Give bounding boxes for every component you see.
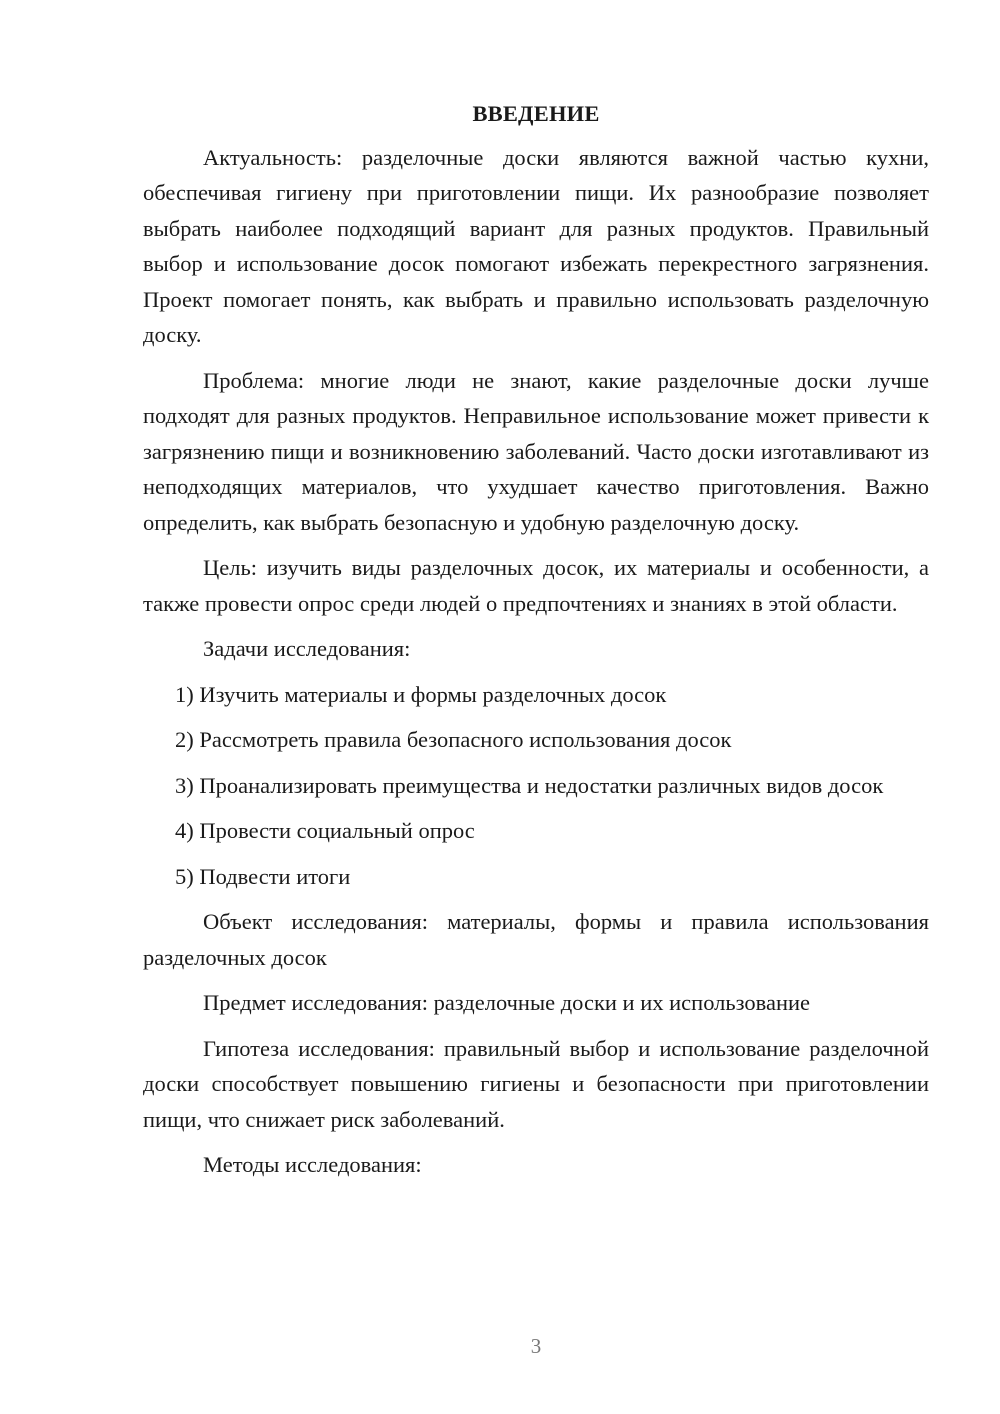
problem-paragraph: Проблема: многие люди не знают, какие разделочные доски лучше подходят для разных продуктов. Неправильное использование может привести к загрязнению пищи и возникновению заболеваний. Часто доски изготавливают из неподходящих материалов, что ухудшает качество приготовления. Важно определить, как выбрать безопасную и удобную разделочную доску. (143, 367, 929, 535)
task-item-5: 5) Подвести итоги (175, 863, 351, 889)
object-paragraph: Объект исследования: материалы, формы и правила использования разделочных досок (143, 909, 929, 970)
hypothesis-paragraph: Гипотеза исследования: правильный выбор и использование разделочной доски способствует повышению гигиены и безопасности при приготовлении пищи, что снижает риск заболеваний. (143, 1035, 929, 1132)
tasks-heading: Задачи исследования: (203, 636, 411, 661)
task-item-3: 3) Проанализировать преимущества и недостатки различных видов досок (175, 772, 884, 798)
task-item-2: 2) Рассмотреть правила безопасного использования досок (175, 727, 732, 752)
task-item-1: 1) Изучить материалы и формы разделочных досок (175, 681, 667, 707)
page-number: 3 (530, 1334, 542, 1358)
methods-heading: Методы исследования: (203, 1152, 422, 1177)
relevance-paragraph: Актуальность: разделочные доски являются важной частью кухни, обеспечивая гигиену при приготовлении пищи. Их разнообразие позволяет выбрать наиболее подходящий вариант для разных продуктов. Правильный выбор и использование досок помогают избежать перекрестного загрязнения. Проект помогает понять, как выбрать и правильно использовать разделочную доску. (143, 144, 929, 347)
task-item-4: 4) Провести социальный опрос (175, 818, 475, 843)
section-title: ВВЕДЕНИЕ (472, 101, 600, 126)
page-content (143, 96, 929, 1183)
goal-paragraph: Цель: изучить виды разделочных досок, их материалы и особенности, а также провести опрос среди людей о предпочтениях и знаниях в этой области. (143, 555, 929, 616)
subject-paragraph: Предмет исследования: разделочные доски и их использование (203, 990, 811, 1015)
